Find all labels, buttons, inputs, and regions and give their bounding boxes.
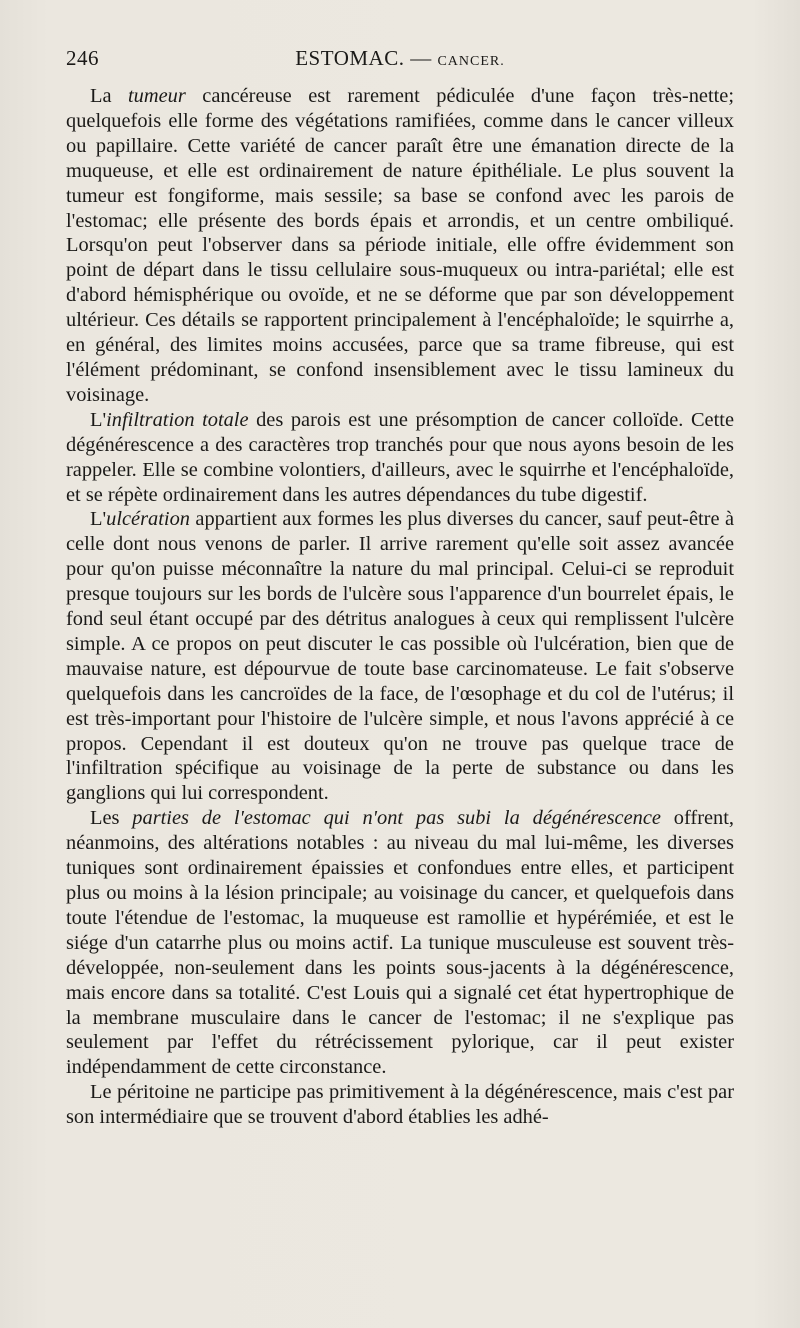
paragraph-lead: L' (90, 408, 107, 431)
page-header (66, 46, 734, 76)
body-text (66, 84, 734, 1130)
paragraph-italic-term: parties de l'estomac qui n'ont pas subi la dégénérescence (132, 807, 661, 830)
paragraph-italic-term: tumeur (128, 85, 186, 107)
paragraph-infiltration (66, 408, 734, 508)
paragraph-peritoine (66, 1080, 734, 1130)
paragraph-text: offrent, néanmoins, des altérations notables : au niveau du mal lui-même, les diverses tuniques sont ordinairement épaissies et confondues entre elles, et participent plus ou moins à la lésion principale; au voisinage du cancer, et quelquefois dans toute l'étendue de l'estomac, la muqueuse est ramollie et hypérémiée, et est le siége d'un catarrhe plus ou moins actif. La tunique musculeuse est souvent très-développée, non-seulement dans les points sous-jacents à la dégénérescence, mais encore dans sa totalité. C'est Louis qui a signalé cet état hypertrophique de la membrane musculaire dans le cancer de l'estomac; il ne s'explique pas seulement par l'effet du rétrécissement pylorique, car il peut exister indépendamment de cette circonstance. (66, 807, 735, 1079)
paragraph-italic-term: ulcération (106, 508, 190, 531)
paragraph-text: des parois est une présomption de cancer colloïde. Cette dégénérescence a des caractères trop tranchés pour que nous ayons besoin de les rappeler. Elle se combine volontiers, d'ailleurs, avec le squirrhe et l'encéphaloïde, et se répète ordinairement dans les autres dépendances du tube digestif. (66, 408, 734, 506)
paragraph-lead: La (90, 85, 128, 107)
paragraph-italic-term: infiltration totale (106, 408, 249, 431)
running-head (66, 46, 734, 71)
paragraph-lead: Les (90, 807, 133, 830)
paragraph-ulceration (66, 507, 734, 806)
running-head-title: ESTOMAC. (295, 46, 405, 70)
paragraph-text: appartient aux formes les plus diverses du cancer, sauf peut-être à celle dont nous venons de parler. Il arrive rarement qu'elle soit assez avancée pour qu'on puisse méconnaître la nature du mal principal. Celui-ci se reproduit presque toujours sur les bords de l'ulcère sous l'apparence d'un bourrelet épais, le fond seul étant occupé par des détritus analogues à ceux qui remplissent l'ulcère simple. A ce propos on peut discuter le cas possible où l'ulcération, bien que de mauvaise nature, est dépourvue de toute base carcinomateuse. Le fait s'observe quelquefois dans les cancroïdes de la face, de l'œsophage et du col de l'utérus; il est très-important pour l'histoire de l'ulcère simple, et nous l'avons apprécié à ce propos. Cependant il est douteux qu'on ne trouve pas quelque trace de l'infiltration spécifique au voisinage de la perte de substance ou dans les ganglions qui lui correspondent. (66, 508, 734, 805)
paragraph-text: cancéreuse est rarement pédiculée d'une façon très-nette; quelquefois elle forme des végétations ramifiées, comme dans le cancer villeux ou papillaire. Cette variété de cancer paraît être une émanation directe de la muqueuse, et elle est ordinairement de nature épithéliale. Le plus souvent la tumeur est fongiforme, mais sessile; sa base se confond avec les parois de l'estomac; elle présente des bords épais et arrondis, et un centre ombiliqué. Lorsqu'on peut l'observer dans sa période initiale, elle offre évidemment son point de départ dans le tissu cellulaire sous-muqueux ou intra-pariétal; elle est d'abord hémisphérique ou ovoïde, et ne se déforme que par son développement ultérieur. Ces détails se rapportent principalement à l'encéphaloïde; le squirrhe a, en général, des limites moins accusées, parce que sa trame fibreuse, qui est l'élément prédominant, se confond insensiblement avec le tissu lamineux du voisinage. (66, 85, 734, 406)
paragraph-lead: L' (90, 508, 107, 531)
running-head-subtitle: CANCER. (437, 54, 505, 69)
paragraph-parties (66, 806, 734, 1080)
paragraph-text: Le péritoine ne participe pas primitivement à la dégénérescence, mais c'est par son intermédiaire que se trouvent d'abord établies les adhé- (66, 1081, 734, 1129)
running-head-dash: — (410, 46, 432, 70)
page-number: 246 (66, 46, 99, 70)
paragraph-tumeur (66, 84, 734, 408)
